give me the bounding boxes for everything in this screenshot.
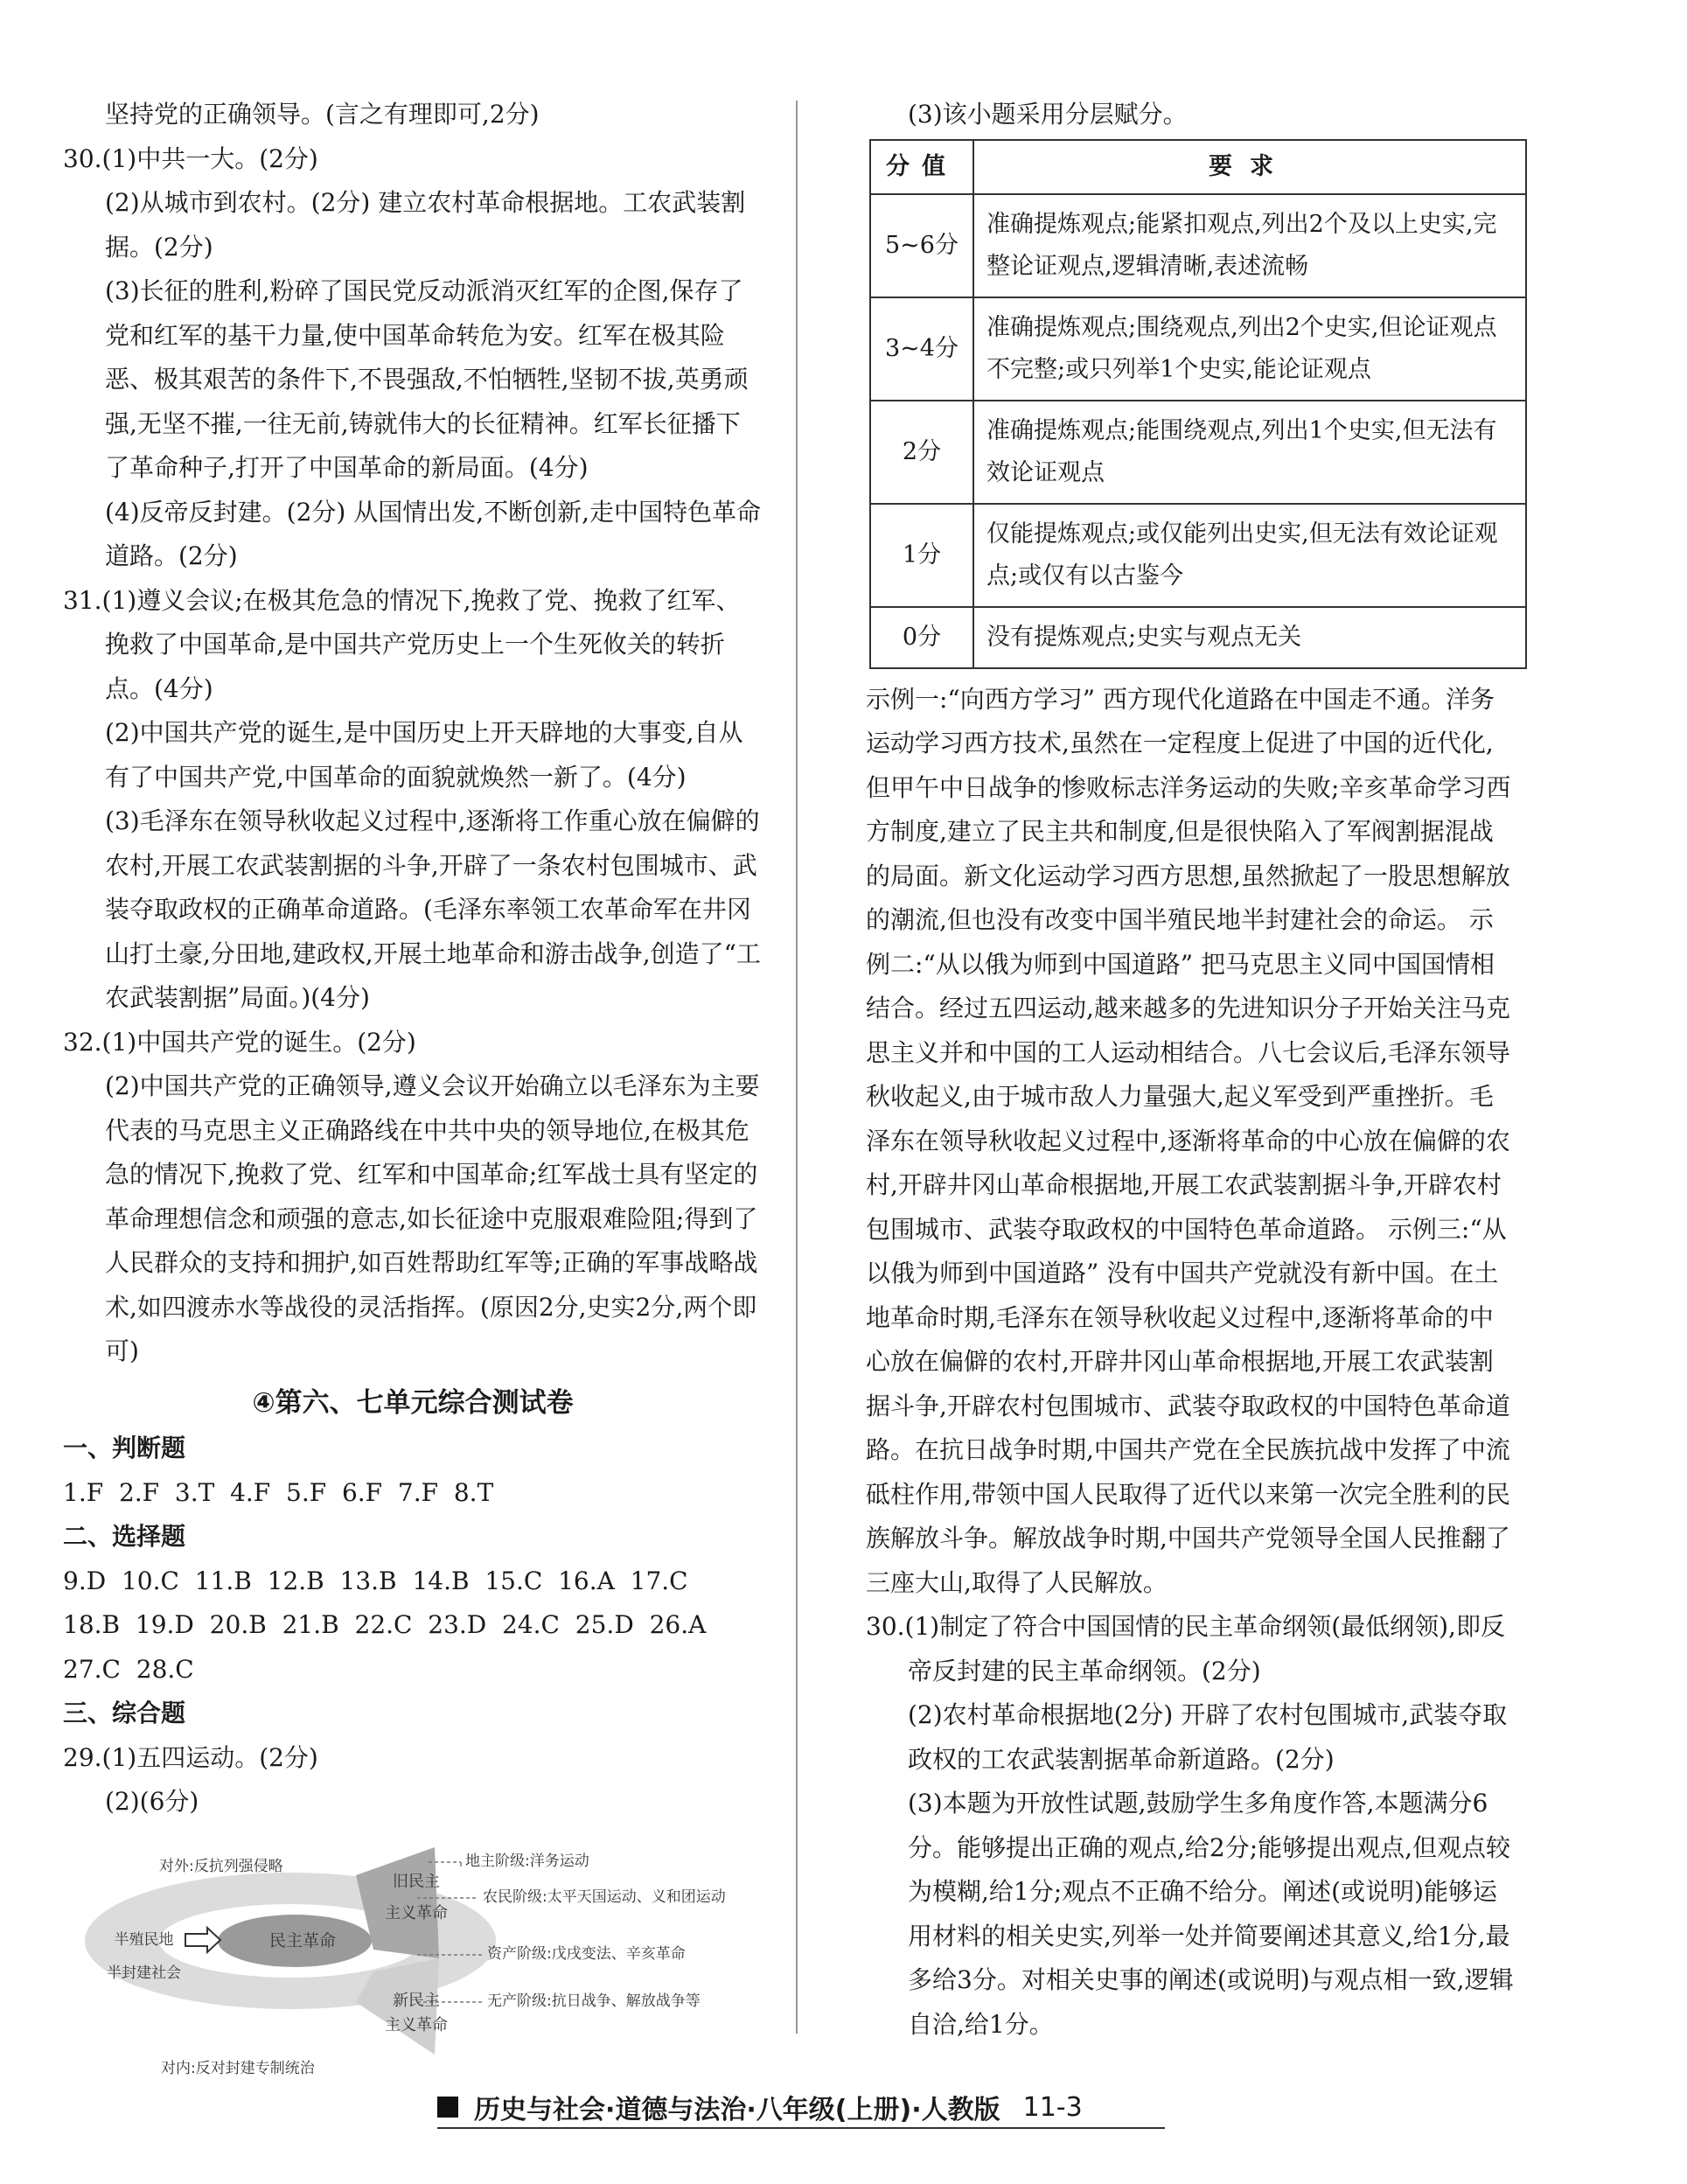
label-center: 民主革命: [269, 1930, 337, 1950]
table-row: [870, 504, 1526, 607]
footer-rule: [437, 2127, 1165, 2129]
score-value: 5~6分: [870, 194, 973, 297]
score-requirement: 准确提炼观点;能围绕观点,列出1个史实,但无法有效论证观点: [973, 401, 1526, 504]
score-value: 2分: [870, 401, 973, 504]
answer-q30-1: 30.(1)中共一大。(2分): [63, 143, 318, 173]
answer-q32-2: (2)中国共产党的正确领导,遵义会议开始确立以毛泽东为主要代表的马克思主义正确路线在中共中央的领导地位,在极其危急的情况下,挽救了党、红军和中国革命;红军战士具有坚定的革命理想信念和顽强的意志,如长征途中克服艰难险阻;得到了人民群众的支持和拥护,如百姓帮助红军等;正确的军事战略战术,如四渡赤水等战役的灵活指挥。(原因2分,史实2分,两个即可): [105, 1071, 760, 1365]
right-column: [866, 93, 1515, 2047]
answer-q30-2-b: (2)农村革命根据地(2分) 开辟了农村包围城市,武装夺取政权的工农武装割据革命新道路。(2分): [908, 1700, 1508, 1774]
judge-answers: 1.F 2.F 3.T 4.F 5.F 6.F 7.F 8.T: [63, 1477, 494, 1507]
table-row: [870, 297, 1526, 401]
score-requirement: 没有提炼观点;史实与观点无关: [973, 607, 1526, 668]
heading-comprehensive: 三、综合题: [63, 1699, 186, 1727]
page-number: 11-3: [1022, 2091, 1083, 2123]
label-internal: 对内:反对封建专制统治: [161, 2060, 315, 2078]
answer-q32-1: 32.(1)中国共产党的诞生。(2分): [63, 1027, 416, 1057]
example-answers: 示例一:“向西方学习” 西方现代化道路在中国走不通。洋务运动学习西方技术,虽然在一定程度上促进了中国的近代化,但甲午中日战争的惨败标志洋务运动的失败;辛亥革命学习西方制度,建立了民主共和制度,但是很快陷入了军阀割据混战的局面。新文化运动学习西方思想,虽然掀起了一股思想解放的潮流,但也没有改变中国半殖民地半封建社会的命运。 示例二:“从以俄为师到中国道路” 把马克思主义同中国国情相结合。经过五四运动,越来越多的先进知识分子开始关注马克思主义并和中国的工人运动相结合。八七会议后,毛泽东领导秋收起义,由于城市敌人力量强大,起义军受到严重挫折。毛泽东在领导秋收起义过程中,逐渐将革命的中心放在偏僻的农村,开辟井冈山革命根据地,开展工农武装割据斗争,开辟农村包围城市、武装夺取政权的中国特色革命道路。 示例三:“从以俄为师到中国道路” 没有中国共产党就没有新中国。在土地革命时期,毛泽东在领导秋收起义过程中,逐渐将革命的中心放在偏僻的农村,开辟井冈山革命根据地,开展工农武装割据斗争,开辟农村包围城市、武装夺取政权的中国特色革命道路。在抗日战争时期,中国共产党在全民族抗战中发挥了中流砥柱作用,带领中国人民取得了近代以来第一次完全胜利的民族解放斗争。解放战争时期,中国共产党领导全国人民推翻了三座大山,取得了人民解放。: [866, 684, 1511, 1597]
heading-judge: 一、判断题: [63, 1434, 186, 1462]
score-requirement: 准确提炼观点;能紧扣观点,列出2个及以上史实,完整论证观点,逻辑清晰,表述流畅: [973, 194, 1526, 297]
answer-q31-2: (2)中国共产党的诞生,是中国历史上开天辟地的大事变,自从有了中国共产党,中国革命的面貌就焕然一新了。(4分): [105, 718, 743, 792]
table-row: [870, 607, 1526, 668]
choice-answers-1: 9.D 10.C 11.B 12.B 13.B 14.B 15.C 16.A 17.C: [63, 1566, 688, 1595]
answer-q29-1: 29.(1)五四运动。(2分): [63, 1742, 318, 1772]
label-class-peasant: 农民阶级:太平天国运动、义和团运动: [483, 1887, 726, 1906]
label-old-democratic: 旧民主 主义革命: [385, 1872, 448, 1922]
left-column: [63, 93, 763, 2085]
table-row: [870, 401, 1526, 504]
answer-line: 坚持党的正确领导。(言之有理即可,2分): [105, 100, 540, 129]
answer-q30-1-b: 30.(1)制定了符合中国国情的民主革命纲领(最低纲领),即反帝反封建的民主革命纲领。(2分): [866, 1612, 1505, 1685]
revolution-diagram: [63, 1840, 798, 2085]
score-requirement: 准确提炼观点;围绕观点,列出2个史实,但论证观点不完整;或只列举1个史实,能论证观点: [973, 297, 1526, 401]
table-row: [870, 194, 1526, 297]
table-header-row: [870, 140, 1526, 194]
header-score: 分值: [870, 140, 973, 194]
answer-q31-3: (3)毛泽东在领导秋收起义过程中,逐渐将工作重心放在偏僻的农村,开展工农武装割据的斗争,开辟了一条农村包围城市、武装夺取政权的正确革命道路。(毛泽东率领工农革命军在井冈山打土豪,分田地,建政权,开展土地革命和游击战争,创造了“工农武装割据”局面。)(4分): [105, 806, 761, 1012]
footer-square-icon: [437, 2097, 458, 2118]
choice-answers-3: 27.C 28.C: [63, 1654, 194, 1684]
answer-q29-3: (3)该小题采用分层赋分。: [908, 100, 1188, 129]
choice-answers-2: 18.B 19.D 20.B 21.B 22.C 23.D 24.C 25.D 26.A: [63, 1610, 707, 1639]
label-class-bourgeois: 资产阶级:戊戌变法、辛亥革命: [487, 1944, 686, 1963]
label-class-landlord: 地主阶级:洋务运动: [465, 1852, 589, 1870]
score-requirement: 仅能提炼观点;或仅能列出史实,但无法有效论证观点;或仅有以古鉴今: [973, 504, 1526, 607]
answer-q31-1: 31.(1)遵义会议;在极其危急的情况下,挽救了党、挽救了红军、挽救了中国革命,是中国共产党历史上一个生死攸关的转折点。(4分): [63, 585, 741, 703]
page-footer: [437, 2085, 1083, 2129]
heading-choice: 二、选择题: [63, 1522, 186, 1551]
section-title: ④第六、七单元综合测试卷: [252, 1386, 574, 1419]
scoring-table: [869, 139, 1527, 669]
answer-q30-2: (2)从城市到农村。(2分) 建立农村革命根据地。工农武装割据。(2分): [105, 188, 746, 262]
label-external: 对外:反抗列强侵略: [159, 1857, 283, 1875]
answer-q30-3-b: (3)本题为开放性试题,鼓励学生多角度作答,本题满分6分。能够提出正确的观点,给2分;能够提出观点,但观点较为模糊,给1分;观点不正确不给分。阐述(或说明)能够运用材料的相关史实,列举一处并简要阐述其意义,给1分,最多给3分。对相关史事的阐述(或说明)与观点相一致,逻辑自洽,给1分。: [908, 1789, 1514, 2039]
score-value: 1分: [870, 504, 973, 607]
label-class-proletariat: 无产阶级:抗日战争、解放战争等: [487, 1992, 701, 2010]
column-divider: [796, 101, 798, 2034]
label-society: 半殖民地 半封建社会: [107, 1930, 181, 1982]
score-value: 3~4分: [870, 297, 973, 401]
answer-q29-2: (2)(6分): [105, 1787, 199, 1816]
label-new-democratic: 新民主 主义革命: [385, 1991, 448, 2034]
score-value: 0分: [870, 607, 973, 668]
footer-title: 历史与社会·道德与法治·八年级(上册)·人教版: [474, 2095, 1000, 2125]
answer-q30-4: (4)反帝反封建。(2分) 从国情出发,不断创新,走中国特色革命道路。(2分): [105, 497, 762, 570]
answer-q30-3: (3)长征的胜利,粉碎了国民党反动派消灭红军的企图,保存了党和红军的基干力量,使中国革命转危为安。红军在极其险恶、极其艰苦的条件下,不畏强敌,不怕牺牲,坚韧不拔,英勇顽强,无坚不摧,一往无前,铸就伟大的长征精神。红军长征播下了革命种子,打开了中国革命的新局面。(4分): [105, 276, 749, 482]
header-requirement: 要求: [973, 140, 1526, 194]
